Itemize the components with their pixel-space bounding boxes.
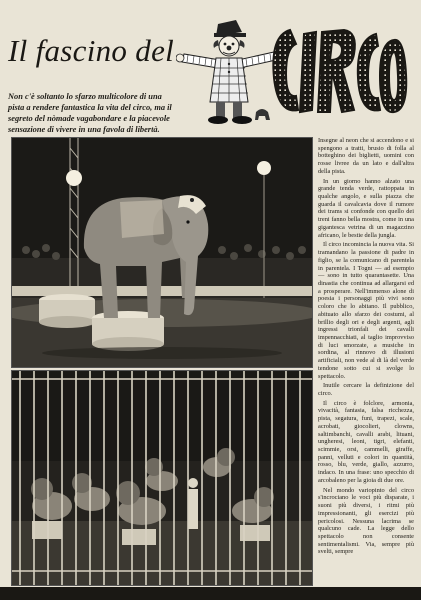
article-paragraph: Nel mondo variopinto del circo s'incrociano le voci più disparate, i suoni più diversi, i ritmi più impressionanti, gli esercizi più pericolosi. Nessuna lacrima se qualcuno cade. La legge dello spettacolo non consente sentimentalismi. Via, sempre più svelti, sempre [318,486,414,556]
page-bottom-edge [0,587,421,600]
article-paragraph: Il circo è folclore, armonia, vivacità, fantasia, falsa ricchezza, pista, segatura, funi, trapezi, scale, acrobati, giocolieri, clowns, saltimbanchi, cavalli arabi, lituani, ungheresi, leoni, tigri, elefanti, scimmie, orsi, cammelli, giraffe, panni, velluti e colori in quantità, rosso, blu, verde, giallo, azzurro, indaco. In una frase: uno specchio di arcobaleno per la gioia di due ore. [318,399,414,484]
lead-paragraph [8,91,180,135]
circo-lettering [268,18,408,128]
lions-photo [11,370,313,586]
article-paragraph: Insegne al neon che si accendono e si spengono a tratti, brusio di folla al botteghino dei biglietti, uomini con rosse livree da un lato e dall'altra della pista. [318,137,414,175]
lead-line: Non c'è soltanto lo sfarzo multicolore di una [8,92,162,101]
elephant-photo [11,137,313,368]
article-paragraph: Il circo incomincia la nuova vita. Si tramandano la passione di padre in figlio, se la comunicano di parentela in parentela. I Togni — ad esempio — sono in tutto quarantasette. Una dinastia che continua ad allargarsi ed a prosperare. Nell'immenso alone di poesia i personaggi più vivi sono coloro che lo abitano. Il pubblico, abituato allo sfarzo dei costumi, al brillio degli ori e degli argenti, agli ingressi trionfali dei cavalli impennacchiati, al taglio improvviso di luci smorzate, a musiche in sordina, al rinnovo di illusioni artificiali, non vede al di là del verde tendone sotto cui si svolge lo spettacolo. [318,241,414,380]
lead-line: segreto del nòmade vagabondare e la piacevole [8,114,170,123]
clown-illustration [176,16,280,128]
article-column [318,137,414,589]
article-paragraph: Inutile cercare la definizione del circo. [318,382,414,397]
headline-left: Il fascino del [8,33,175,68]
lead-line: sensazione di vivere in una favola di libertà. [8,125,160,134]
lead-line: pista a rendere fantastica la vita del circo, ma il [8,103,172,112]
article-paragraph: In un giorno hanno alzato una grande tenda verde, rattoppata in qualche angolo, e sulla piazza che guarda il cavalcavia dove il rumore dei trams si confonde con quello dei treni fanno bella mostra, come in una gigantesca vetrina di un magazzino africano, le bestie della jungla. [318,177,414,239]
